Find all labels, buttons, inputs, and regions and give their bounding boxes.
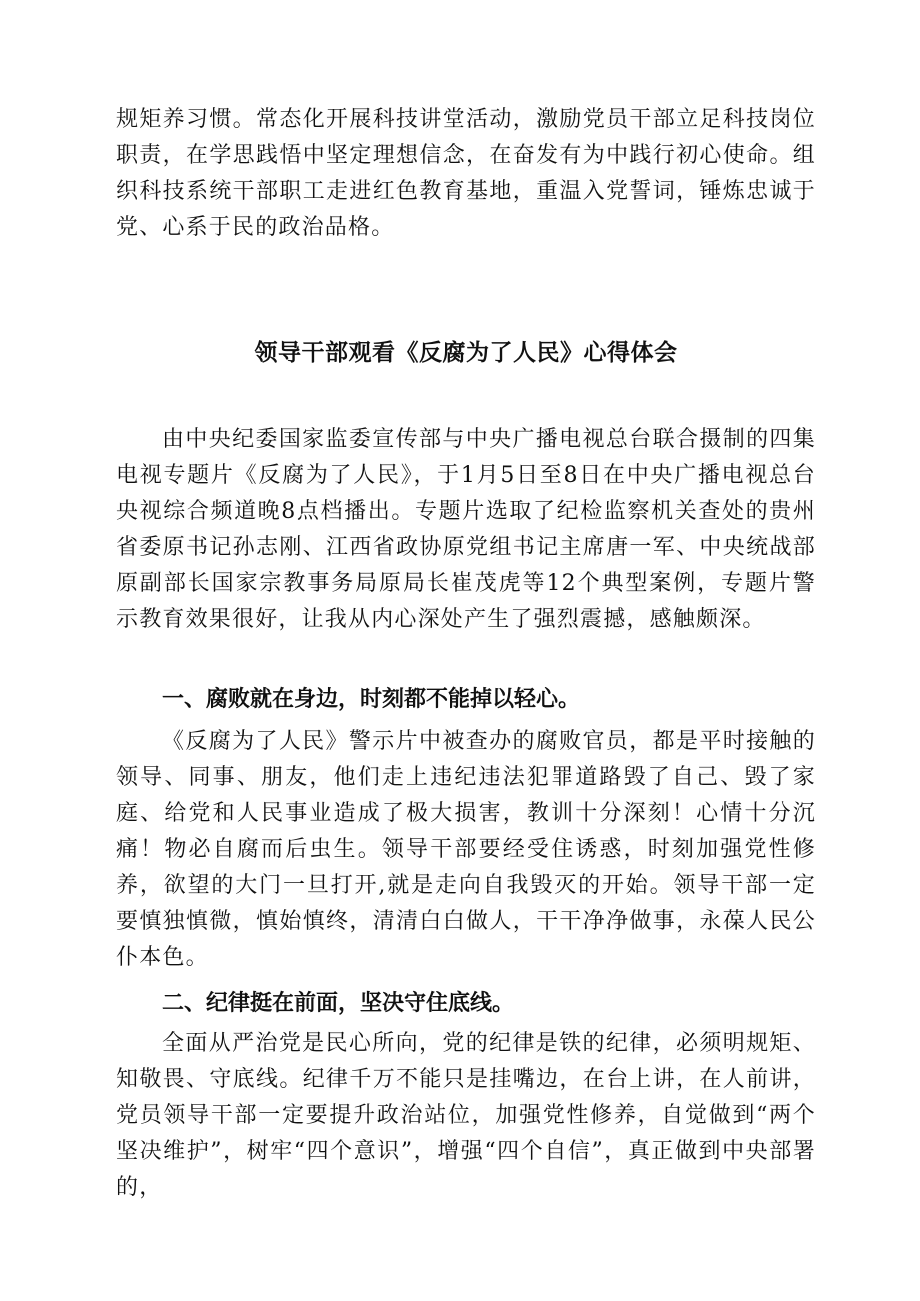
opening-paragraph: 由中央纪委国家监委宣传部与中央广播电视总台联合摄制的四集电视专题片《反腐为了人民》，于1月5日至8日在中央广播电视总台央视综合频道晚8点档播出。专题片选取了纪检监察机关查处的贵州省委原书记孙志刚、江西省政协原党组书记主席唐一军、中央统战部原副部长国家宗教事务局原局长崔茂虎等12个典型案例，专题片警示教育效果很好，让我从内心深处产生了强烈震撼，感触颇深。 bbox=[116, 427, 816, 632]
section1-block bbox=[116, 724, 816, 976]
section1-paragraph: 《反腐为了人民》警示片中被查办的腐败官员，都是平时接触的领导、同事、朋友，他们走上违纪违法犯罪道路毁了自己、毁了家庭、给党和人民事业造成了极大损害，教训十分深刻！心情十分沉痛！物必自腐而后虫生。领导干部要经受住诱惑，时刻加强党性修养，欲望的大门一旦打开,就是走向自我毁灭的开始。领导干部一定要慎独慎微，慎始慎终，清清白白做人，干干净净做事，永葆人民公仆本色。 bbox=[116, 729, 816, 970]
section2-block bbox=[116, 1026, 816, 1206]
intro-block bbox=[116, 102, 816, 246]
section1-heading: 一、腐败就在身边，时刻都不能掉以轻心。 bbox=[162, 687, 581, 712]
section2-heading: 二、纪律挺在前面，坚决守住底线。 bbox=[162, 991, 515, 1016]
section2-paragraph: 全面从严治党是民心所向，党的纪律是铁的纪律，必须明规矩、知敬畏、守底线。纪律千万不能只是挂嘴边，在台上讲，在人前讲，党员领导干部一定要提升政治站位，加强党性修养，自觉做到“两个坚决维护”，树牢“四个意识”，增强“四个自信”，真正做到中央部署的， bbox=[116, 1031, 816, 1200]
article-title: 领导干部观看《反腐为了人民》心得体会 bbox=[254, 340, 678, 366]
opening-block bbox=[116, 422, 816, 638]
intro-paragraph: 规矩养习惯。常态化开展科技讲堂活动，激励党员干部立足科技岗位职责，在学思践悟中坚定理想信念，在奋发有为中践行初心使命。组织科技系统干部职工走进红色教育基地，重温入党誓词，锤炼忠诚于党、心系于民的政治品格。 bbox=[116, 107, 816, 240]
